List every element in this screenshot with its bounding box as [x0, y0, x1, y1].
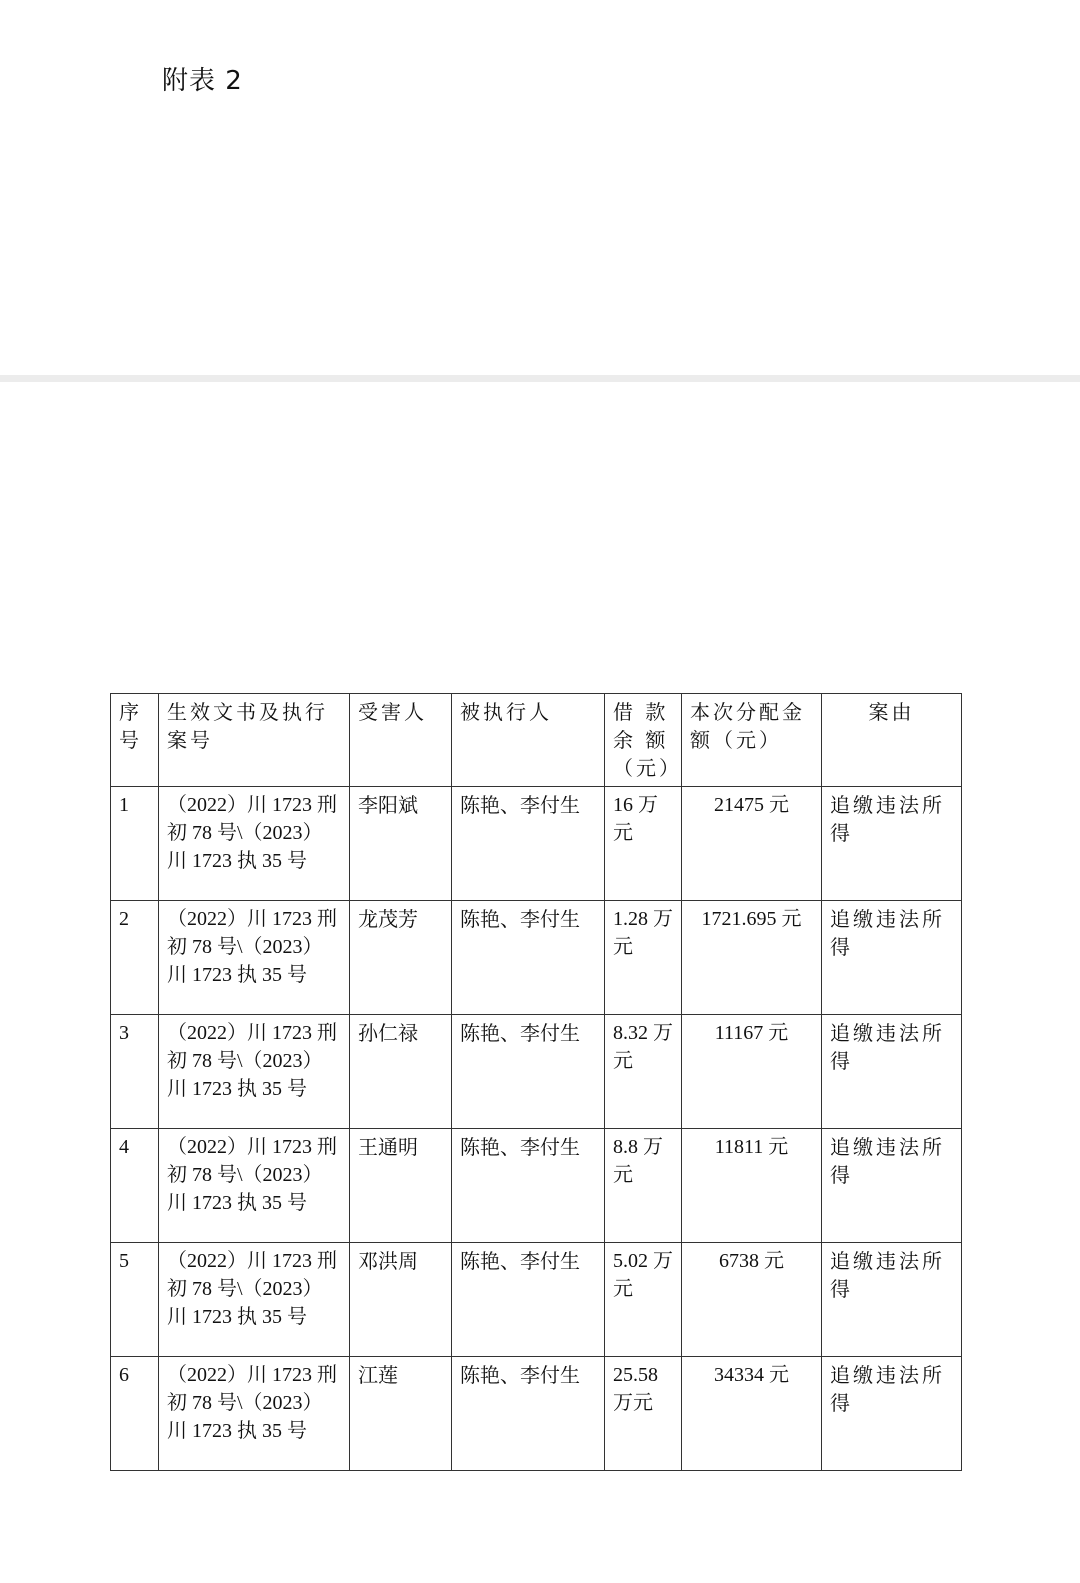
cell-case-no: （2022）川 1723 刑初 78 号\（2023）川 1723 执 35 号 [159, 1243, 350, 1357]
appendix-table [110, 693, 962, 1471]
cell-amount: 6738 元 [682, 1243, 822, 1357]
cell-balance: 8.8 万元 [605, 1129, 682, 1243]
cell-cause: 追缴违法所得 [822, 901, 962, 1015]
cell-cause: 追缴违法所得 [822, 1357, 962, 1471]
table-row [111, 787, 962, 901]
cell-case-no: （2022）川 1723 刑初 78 号\（2023）川 1723 执 35 号 [159, 1015, 350, 1129]
table-row [111, 1243, 962, 1357]
cell-balance: 25.58 万元 [605, 1357, 682, 1471]
cell-victim: 孙仁禄 [350, 1015, 452, 1129]
cell-case-no: （2022）川 1723 刑初 78 号\（2023）川 1723 执 35 号 [159, 787, 350, 901]
cell-amount: 1721.695 元 [682, 901, 822, 1015]
cell-executed: 陈艳、李付生 [452, 1357, 605, 1471]
cell-case-no: （2022）川 1723 刑初 78 号\（2023）川 1723 执 35 号 [159, 1357, 350, 1471]
cell-victim: 龙茂芳 [350, 901, 452, 1015]
cell-case-no: （2022）川 1723 刑初 78 号\（2023）川 1723 执 35 号 [159, 901, 350, 1015]
table-body [111, 694, 962, 1471]
cell-amount: 21475 元 [682, 787, 822, 901]
table-row [111, 901, 962, 1015]
header-victim: 受害人 [350, 694, 452, 787]
cell-victim: 王通明 [350, 1129, 452, 1243]
cell-seq: 1 [111, 787, 159, 901]
header-balance: 借 款余 额（元） [605, 694, 682, 787]
cell-cause: 追缴违法所得 [822, 1015, 962, 1129]
table-row [111, 1357, 962, 1471]
header-cause: 案由 [822, 694, 962, 787]
cell-executed: 陈艳、李付生 [452, 1243, 605, 1357]
cell-victim: 江莲 [350, 1357, 452, 1471]
cell-cause: 追缴违法所得 [822, 1243, 962, 1357]
header-case-no: 生效文书及执行案号 [159, 694, 350, 787]
cell-balance: 16 万元 [605, 787, 682, 901]
cell-cause: 追缴违法所得 [822, 787, 962, 901]
cell-seq: 2 [111, 901, 159, 1015]
cell-victim: 邓洪周 [350, 1243, 452, 1357]
page-separator [0, 375, 1080, 382]
cell-balance: 8.32 万元 [605, 1015, 682, 1129]
cell-seq: 6 [111, 1357, 159, 1471]
cell-executed: 陈艳、李付生 [452, 1015, 605, 1129]
cell-seq: 3 [111, 1015, 159, 1129]
cell-executed: 陈艳、李付生 [452, 787, 605, 901]
cell-seq: 4 [111, 1129, 159, 1243]
cell-amount: 34334 元 [682, 1357, 822, 1471]
cell-balance: 1.28 万元 [605, 901, 682, 1015]
page-title: 附表 2 [162, 66, 243, 96]
cell-case-no: （2022）川 1723 刑初 78 号\（2023）川 1723 执 35 号 [159, 1129, 350, 1243]
cell-victim: 李阳斌 [350, 787, 452, 901]
header-executed: 被执行人 [452, 694, 605, 787]
cell-seq: 5 [111, 1243, 159, 1357]
cell-cause: 追缴违法所得 [822, 1129, 962, 1243]
table-row [111, 1015, 962, 1129]
table-header-row [111, 694, 962, 787]
header-amount: 本次分配金额（元） [682, 694, 822, 787]
header-seq: 序号 [111, 694, 159, 787]
cell-executed: 陈艳、李付生 [452, 1129, 605, 1243]
cell-executed: 陈艳、李付生 [452, 901, 605, 1015]
cell-amount: 11811 元 [682, 1129, 822, 1243]
cell-balance: 5.02 万元 [605, 1243, 682, 1357]
cell-amount: 11167 元 [682, 1015, 822, 1129]
table-row [111, 1129, 962, 1243]
